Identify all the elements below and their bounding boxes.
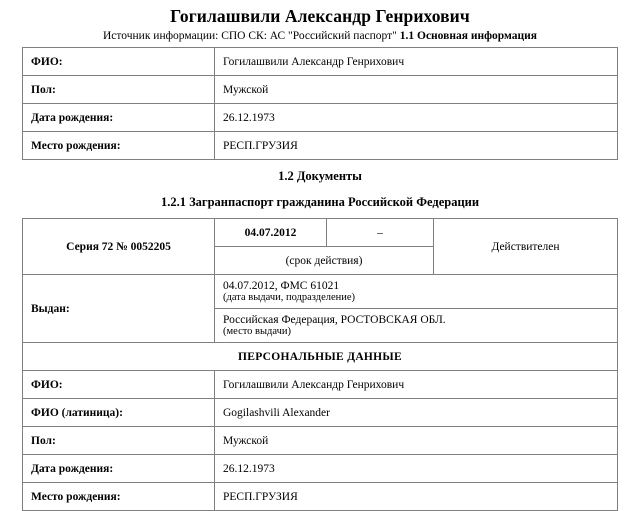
row-label: Дата рождения: bbox=[23, 455, 215, 483]
row-value: 26.12.1973 bbox=[215, 455, 618, 483]
row-value: 26.12.1973 bbox=[215, 104, 618, 132]
documents-section-heading: 1.2 Документы bbox=[278, 169, 362, 183]
row-label: ФИО: bbox=[23, 371, 215, 399]
passport-subsection-heading: 1.2.1 Загранпаспорт гражданина Российской Федерации bbox=[160, 195, 480, 209]
row-label: ФИО: bbox=[23, 48, 215, 76]
table-row bbox=[23, 219, 618, 247]
table-row bbox=[23, 455, 618, 483]
issued-details bbox=[215, 275, 618, 309]
row-label: Пол: bbox=[23, 76, 215, 104]
main-info-table bbox=[22, 47, 618, 160]
row-value: РЕСП.ГРУЗИЯ bbox=[215, 483, 618, 511]
issued-value-note: (дата выдачи, подразделение) bbox=[223, 292, 356, 303]
issued-value: 04.07.2012, ФМС 61021 bbox=[223, 280, 340, 292]
table-row bbox=[23, 371, 618, 399]
row-value: Мужской bbox=[215, 427, 618, 455]
issue-place-details bbox=[215, 309, 618, 343]
passport-expiry-date: – bbox=[327, 219, 434, 247]
row-value: Гогилашвили Александр Генрихович bbox=[215, 371, 618, 399]
personal-data-header: ПЕРСОНАЛЬНЫЕ ДАННЫЕ bbox=[23, 343, 618, 371]
table-row bbox=[23, 48, 618, 76]
table-row bbox=[23, 104, 618, 132]
table-row bbox=[23, 399, 618, 427]
issue-place-note: (место выдачи) bbox=[223, 326, 292, 337]
issued-label: Выдан: bbox=[23, 275, 215, 343]
status-badge: Действителен bbox=[434, 219, 618, 275]
row-value: Мужской bbox=[215, 76, 618, 104]
issue-place-value: Российская Федерация, РОСТОВСКАЯ ОБЛ. bbox=[223, 314, 446, 326]
passport-issue-date: 04.07.2012 bbox=[215, 219, 327, 247]
table-row bbox=[23, 483, 618, 511]
row-label: Место рождения: bbox=[23, 132, 215, 160]
table-row bbox=[23, 132, 618, 160]
table-row bbox=[23, 427, 618, 455]
validity-note: (срок действия) bbox=[215, 247, 434, 275]
table-row bbox=[23, 343, 618, 371]
table-row bbox=[23, 275, 618, 309]
row-value: Gogilashvili Alexander bbox=[215, 399, 618, 427]
row-label: ФИО (латиница): bbox=[23, 399, 215, 427]
source-information-line bbox=[0, 30, 640, 47]
passport-table bbox=[22, 218, 618, 511]
row-value: Гогилашвили Александр Генрихович bbox=[215, 48, 618, 76]
section-number-label: 1.1 Основная информация bbox=[399, 30, 537, 42]
row-label: Место рождения: bbox=[23, 483, 215, 511]
row-label: Дата рождения: bbox=[23, 104, 215, 132]
row-value: РЕСП.ГРУЗИЯ bbox=[215, 132, 618, 160]
passport-serial: Серия 72 № 0052205 bbox=[23, 219, 215, 275]
source-label: Источник информации: СПО СК: АС "Российский паспорт" bbox=[103, 30, 397, 42]
table-row bbox=[23, 76, 618, 104]
page-title: Гогилашвили Александр Генрихович bbox=[170, 6, 470, 26]
row-label: Пол: bbox=[23, 427, 215, 455]
